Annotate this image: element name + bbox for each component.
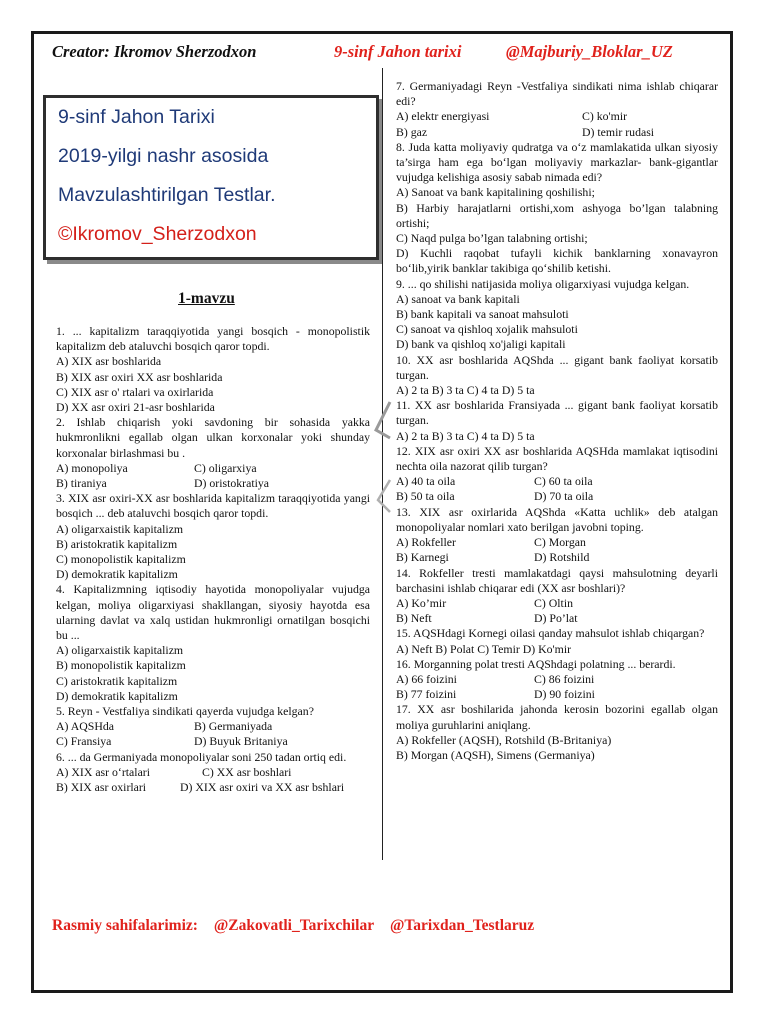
answer-option: D) demokratik kapitalizm <box>56 688 178 703</box>
answer-option: C) XIX asr o' rtalari va oxirlarida <box>56 384 214 399</box>
answer-option: D) bank va qishloq xo'jaligi kapitali <box>396 337 566 352</box>
answer-option-row <box>396 611 718 626</box>
answer-option-row <box>56 476 370 491</box>
answer-option: C) aristokratik kapitalizm <box>56 673 178 688</box>
question-text: 5. Reyn - Vestfaliya sindikati qayerda vujudga kelgan? <box>56 704 314 719</box>
answer-option-row <box>396 489 718 504</box>
answer-option: B) Morgan (AQSH), Simens (Germaniya) <box>396 747 595 762</box>
answer-option-row <box>396 672 718 687</box>
question-text: B) Harbiy harajatlarni ortishi,xom ashyoga bo’lgan talabning ortishi; <box>396 200 718 230</box>
answer-option-row <box>56 734 370 749</box>
answer-option: D) Buyuk Britaniya <box>194 734 288 749</box>
creator-label: Creator: Ikromov Sherzodxon <box>52 42 257 61</box>
question-text: 2. Ishlab chiqarish yoki savdoning bir sohasida yakka hukmronlikni egallab olgan ulkan korxonalar yoki shunday korxonalar birlashmasi bu . <box>56 415 370 460</box>
answer-option: A) AQSHda <box>56 719 114 734</box>
answer-option: B) tiraniya <box>56 476 107 491</box>
right-question-column <box>396 79 718 763</box>
answer-option: A) monopoliya <box>56 460 128 475</box>
question-text: 12. XIX asr oxiri XX asr boshlarida AQSHda mamlakat iqtisodini nechta oila nazorat qilib turgan? <box>396 443 718 474</box>
question-text: C) Naqd pulga bo’lgan talabning ortishi; <box>396 231 588 246</box>
question-text: 6. ... da Germaniyada monopoliyalar soni 250 tadan ortiq edi. <box>56 749 347 764</box>
answer-option: B) 77 foizini <box>396 687 457 702</box>
page-header <box>52 42 732 66</box>
answer-option-row <box>396 550 718 565</box>
answer-option: B) gaz <box>396 124 428 139</box>
answer-option: D) 70 ta oila <box>534 489 594 504</box>
question-text: 15. AQSHdagi Kornegi oilasi qanday mahsulot ishlab chiqargan? <box>396 626 705 641</box>
question-text: 3. XIX asr oxiri-XX asr boshlarida kapitalizm taraqqiyotida yangi bosqich ... deb ataluvchi bosqich qaror topdi. <box>56 491 370 521</box>
answer-option: A) 40 ta oila <box>396 474 456 489</box>
answer-option: C) Morgan <box>534 535 586 550</box>
answer-option: C) Fransiya <box>56 734 112 749</box>
answer-option: A) Rokfeller <box>396 535 456 550</box>
question-text: 13. XIX asr oxirlarida AQShda «Katta uchlik» deb atalgan monopoliyalar nomlari xato berilgan javobni toping. <box>396 504 718 534</box>
copyright-line: ©Ikromov_Sherzodxon <box>58 223 257 245</box>
answer-option-row <box>56 461 370 476</box>
answer-option: B) Karnegi <box>396 550 449 565</box>
question-text: 17. XX asr boshilarida jahonda kerosin bozorini egallab olgan moliya guruhlarini aniqlang. <box>396 702 718 732</box>
answer-option: A) 66 foizini <box>396 671 457 686</box>
answer-option: B) Neft <box>396 611 432 626</box>
answer-option: B) aristokratik kapitalizm <box>56 536 178 551</box>
answer-option: D) Rotshild <box>534 550 590 565</box>
question-text: 10. XX asr boshlarida AQShda ... gigant bank faoliyat korsatib turgan. <box>396 352 718 382</box>
answer-option: C) sanoat va qishloq xojalik mahsuloti <box>396 322 578 337</box>
subtitle-line: Mavzulashtirilgan Testlar. <box>58 184 276 206</box>
answer-option: D) XX asr oxiri 21-asr boshlarida <box>56 400 215 415</box>
answer-option-row <box>396 596 718 611</box>
answer-option: A) 2 ta B) 3 ta C) 4 ta D) 5 ta <box>396 428 535 443</box>
footer-link-zakovatli[interactable]: @Zakovatli_Tarixchilar <box>213 917 375 934</box>
answer-option-row <box>396 125 718 140</box>
course-label: 9-sinf Jahon tarixi <box>334 42 462 61</box>
question-text: 8. Juda katta moliyaviy qudratga va o‘z mamlakatida ulkan siyosiy ta’sirga ham ega bo‘lgan moliyaviy markazlar- bank-gigantlar vujudga kelishiga asosiy sabab nimada edi? <box>396 139 718 185</box>
answer-option: A) XIX asr o‘rtalari <box>56 764 151 779</box>
footer-label: Rasmiy sahifalarimiz: <box>52 917 198 934</box>
question-text: 9. ... qo shilishi natijasida moliya oligarxiyasi vujudga kelgan. <box>396 276 690 291</box>
answer-option: D) XIX asr oxiri va XX asr bshlari <box>180 780 345 795</box>
question-text: 14. Rokfeller tresti mamlakatdagi qaysi mahsulotning deyarli barchasini ishlab chiqarar edi (XX asr boshlari)? <box>396 565 718 595</box>
left-question-column <box>56 324 370 795</box>
answer-option: D) temir rudasi <box>582 124 655 139</box>
question-text: 4. Kapitalizmning iqtisodiy hayotida monopoliyalar vujudga kelgan, moliya oligarxiyasi shakllangan, siyosiy hayotda esa ularning davlat va xalq ustidan hukmronligi ornatilgan bosqichi bu ... <box>56 582 370 643</box>
question-text: 16. Morganning polat tresti AQShdagi polatning ... berardi. <box>396 656 676 671</box>
answer-option: A) oligarxaistik kapitalizm <box>56 521 184 536</box>
answer-option: D) 90 foizini <box>534 687 595 702</box>
answer-option: A) oligarxaistik kapitalizm <box>56 643 184 658</box>
title-box <box>43 95 379 260</box>
answer-option: B) Germaniyada <box>194 719 273 734</box>
answer-option: C) 60 ta oila <box>534 474 593 489</box>
page-footer <box>52 917 546 935</box>
chevron-mark-icon <box>372 400 394 515</box>
footer-link-testlaruz[interactable]: @Tarixdan_Testlaruz <box>389 917 535 934</box>
question-text: A) Sanoat va bank kapitalining qoshilishi; <box>396 185 595 200</box>
answer-option: D) demokratik kapitalizm <box>56 567 178 582</box>
answer-option: A) elektr energiyasi <box>396 109 490 124</box>
answer-option: A) Ko’mir <box>396 595 447 610</box>
answer-option: C) XX asr boshlari <box>202 764 292 779</box>
answer-option-row <box>396 109 718 124</box>
answer-option: D) Po’lat <box>534 611 578 626</box>
answer-option: C) Oltin <box>534 595 573 610</box>
answer-option: A) sanoat va bank kapitali <box>396 291 520 306</box>
answer-option: B) bank kapitali va sanoat mahsuloti <box>396 307 569 322</box>
answer-option-row <box>56 780 370 795</box>
topic-heading: 1-mavzu <box>178 290 235 307</box>
answer-option-row <box>396 535 718 550</box>
question-text: D) Kuchli raqobat tufayli kichik banklarning xonavayron bo‘lib,yirik banklar takibiga qo‘shilib ketishi. <box>396 246 718 276</box>
answer-option: C) ko'mir <box>582 109 628 124</box>
answer-option: C) oligarxiya <box>194 460 257 475</box>
answer-option: A) 2 ta B) 3 ta C) 4 ta D) 5 ta <box>396 383 535 398</box>
edition-line: 2019-yilgi nashr asosida <box>58 145 269 167</box>
answer-option-row <box>396 687 718 702</box>
answer-option: C) 86 foizini <box>534 671 595 686</box>
answer-option: B) XIX asr oxirlari <box>56 780 147 795</box>
question-text: 11. XX asr boshlarida Fransiyada ... gigant bank faoliyat korsatib turgan. <box>396 398 718 428</box>
answer-option-row <box>56 765 370 780</box>
question-text: 1. ... kapitalizm taraqqiyotida yangi bosqich - monopolistik kapitalizm deb ataluvchi bosqich qaror topdi. <box>56 324 370 354</box>
answer-option: B) XIX asr oxiri XX asr boshlarida <box>56 369 223 384</box>
answer-option-row <box>56 719 370 734</box>
channel-link[interactable]: @Majburiy_Bloklar_UZ <box>506 42 673 61</box>
answer-option-row <box>396 474 718 489</box>
title-line: 9-sinf Jahon Tarixi <box>58 106 215 128</box>
answer-option: B) 50 ta oila <box>396 489 455 504</box>
answer-option: A) Rokfeller (AQSH), Rotshild (B-Britaniya) <box>396 732 612 747</box>
answer-option: C) monopolistik kapitalizm <box>56 552 186 567</box>
answer-option: B) monopolistik kapitalizm <box>56 658 186 673</box>
question-text: 7. Germaniyadagi Reyn -Vestfaliya sindikati nima ishlab chiqarar edi? <box>396 79 718 109</box>
answer-option: D) oristokratiya <box>194 476 270 491</box>
answer-option: A) XIX asr boshlarida <box>56 354 162 369</box>
answer-option: A) Neft B) Polat C) Temir D) Ko'mir <box>396 641 572 656</box>
